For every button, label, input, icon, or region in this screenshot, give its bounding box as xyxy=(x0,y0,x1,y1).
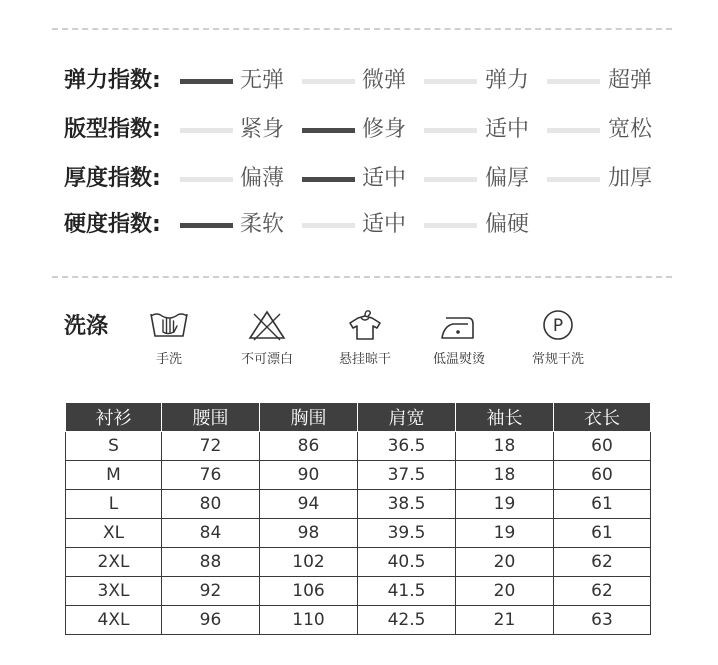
table-cell: 62 xyxy=(554,548,651,577)
table-cell: 61 xyxy=(554,519,651,548)
size-table xyxy=(65,402,651,635)
hand-wash-icon xyxy=(148,308,190,342)
index-label: 版型指数: xyxy=(64,117,161,142)
svg-text:P: P xyxy=(552,316,564,336)
index-option: 偏薄 xyxy=(240,166,285,191)
table-row xyxy=(66,519,651,548)
table-cell: 98 xyxy=(260,519,358,548)
hardness-index-row xyxy=(64,210,664,240)
table-cell: 94 xyxy=(260,490,358,519)
index-option: 弹力 xyxy=(485,68,530,93)
dry-clean-icon xyxy=(537,308,579,342)
table-cell: 19 xyxy=(456,490,554,519)
middle-divider xyxy=(52,276,672,278)
care-low-iron xyxy=(414,308,504,367)
care-hand-wash xyxy=(124,308,214,367)
care-label: 常规干洗 xyxy=(531,352,584,367)
table-row xyxy=(66,606,651,635)
table-cell: 42.5 xyxy=(358,606,456,635)
table-cell: 76 xyxy=(162,461,260,490)
index-bar xyxy=(424,79,477,84)
table-cell: XL xyxy=(66,519,162,548)
table-cell: 62 xyxy=(554,577,651,606)
column-header: 肩宽 xyxy=(358,403,456,432)
index-bar xyxy=(302,79,355,84)
fit-index-row xyxy=(64,115,664,145)
table-cell: 80 xyxy=(162,490,260,519)
care-title: 洗涤 xyxy=(64,314,109,339)
table-cell: 20 xyxy=(456,577,554,606)
index-bar xyxy=(302,177,355,182)
table-cell: S xyxy=(66,432,162,461)
table-cell: 21 xyxy=(456,606,554,635)
column-header: 腰围 xyxy=(162,403,260,432)
table-cell: 2XL xyxy=(66,548,162,577)
table-cell: 36.5 xyxy=(358,432,456,461)
hang-dry-icon xyxy=(344,308,386,342)
thickness-index-row xyxy=(64,164,664,194)
table-cell: 3XL xyxy=(66,577,162,606)
table-row xyxy=(66,461,651,490)
index-bar xyxy=(302,223,355,228)
table-cell: L xyxy=(66,490,162,519)
column-header: 衣长 xyxy=(554,403,651,432)
table-cell: 84 xyxy=(162,519,260,548)
table-cell: 88 xyxy=(162,548,260,577)
care-hang-dry xyxy=(320,308,410,367)
index-option: 适中 xyxy=(362,166,407,191)
table-cell: 38.5 xyxy=(358,490,456,519)
top-divider xyxy=(52,28,672,30)
index-bar xyxy=(180,79,233,84)
column-header: 胸围 xyxy=(260,403,358,432)
table-cell: 41.5 xyxy=(358,577,456,606)
table-cell: M xyxy=(66,461,162,490)
table-cell: 60 xyxy=(554,461,651,490)
elasticity-index-row xyxy=(64,66,664,96)
table-cell: 19 xyxy=(456,519,554,548)
index-label: 硬度指数: xyxy=(64,212,161,237)
table-cell: 18 xyxy=(456,432,554,461)
care-no-bleach xyxy=(222,308,312,367)
index-bar xyxy=(547,79,600,84)
index-option: 修身 xyxy=(362,117,407,142)
table-cell: 86 xyxy=(260,432,358,461)
table-cell: 39.5 xyxy=(358,519,456,548)
index-option: 偏厚 xyxy=(485,166,530,191)
care-label: 低温熨烫 xyxy=(432,352,485,367)
table-row xyxy=(66,490,651,519)
table-row xyxy=(66,548,651,577)
index-bar xyxy=(424,128,477,133)
index-option: 微弹 xyxy=(362,68,407,93)
index-option: 柔软 xyxy=(240,212,285,237)
table-cell: 110 xyxy=(260,606,358,635)
table-cell: 20 xyxy=(456,548,554,577)
index-bar xyxy=(547,177,600,182)
index-option: 适中 xyxy=(362,212,407,237)
index-label: 弹力指数: xyxy=(64,68,161,93)
index-option: 偏硬 xyxy=(485,212,530,237)
low-iron-icon xyxy=(438,308,480,342)
index-option: 紧身 xyxy=(240,117,285,142)
table-cell: 4XL xyxy=(66,606,162,635)
care-label: 悬挂晾干 xyxy=(338,352,391,367)
index-bar xyxy=(180,177,233,182)
index-option: 无弹 xyxy=(240,68,285,93)
column-header: 衬衫 xyxy=(66,403,162,432)
table-cell: 72 xyxy=(162,432,260,461)
table-cell: 18 xyxy=(456,461,554,490)
care-label: 手洗 xyxy=(155,352,182,367)
index-option: 宽松 xyxy=(608,117,653,142)
table-row xyxy=(66,577,651,606)
index-bar xyxy=(547,128,600,133)
care-dry-clean xyxy=(513,308,603,367)
index-bar xyxy=(180,128,233,133)
table-cell: 40.5 xyxy=(358,548,456,577)
table-cell: 106 xyxy=(260,577,358,606)
table-cell: 60 xyxy=(554,432,651,461)
index-bar xyxy=(302,128,355,133)
table-cell: 92 xyxy=(162,577,260,606)
index-bar xyxy=(424,223,477,228)
index-bar xyxy=(424,177,477,182)
table-row xyxy=(66,432,651,461)
table-cell: 96 xyxy=(162,606,260,635)
care-label: 不可漂白 xyxy=(240,352,293,367)
no-bleach-icon xyxy=(246,308,288,342)
table-cell: 63 xyxy=(554,606,651,635)
table-header-row xyxy=(66,403,651,432)
table-cell: 37.5 xyxy=(358,461,456,490)
index-option: 加厚 xyxy=(608,166,653,191)
index-option: 适中 xyxy=(485,117,530,142)
column-header: 袖长 xyxy=(456,403,554,432)
table-cell: 61 xyxy=(554,490,651,519)
table-cell: 102 xyxy=(260,548,358,577)
table-cell: 90 xyxy=(260,461,358,490)
index-option: 超弹 xyxy=(608,68,653,93)
index-bar xyxy=(180,223,233,228)
index-label: 厚度指数: xyxy=(64,166,161,191)
